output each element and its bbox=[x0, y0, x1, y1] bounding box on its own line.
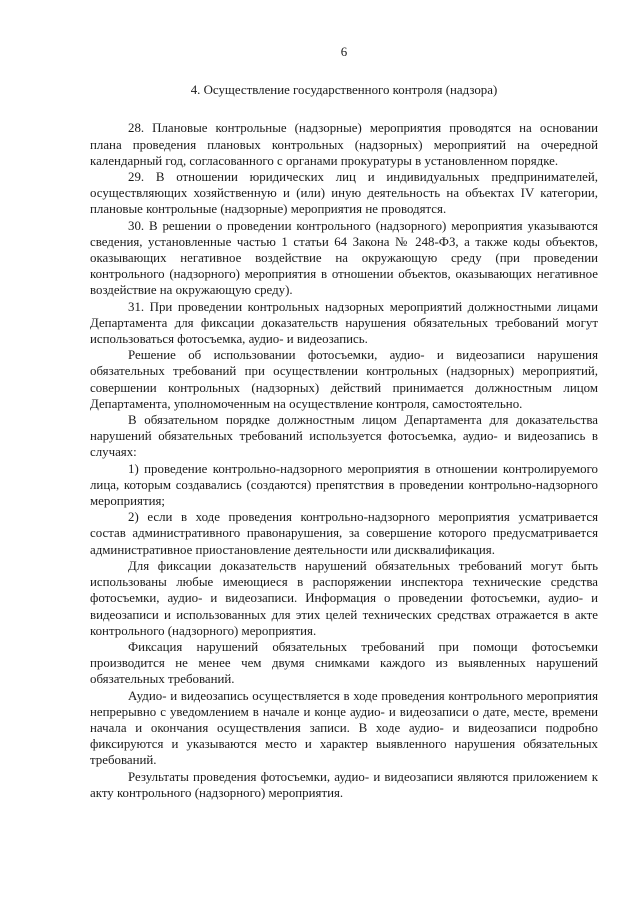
document-page bbox=[90, 44, 598, 801]
paragraph-28: 28. Плановые контрольные (надзорные) мероприятия проводятся на основании плана проведения плановых контрольных (надзорных) мероприятий на очередной календарный год, согласованного с органами прокуратуры в установленном порядке. bbox=[90, 121, 598, 168]
paragraph-results: Результаты проведения фотосъемки, аудио- и видеозаписи являются приложением к акту контрольного (надзорного) мероприятия. bbox=[90, 769, 598, 800]
paragraph-decision: Решение об использовании фотосъемки, аудио- и видеозаписи нарушения обязательных требований при осуществлении контрольных (надзорных) мероприятий, совершении контрольных (надзорных) действий принимается должностным лицом Департамента, уполномоченным на осуществление контроля, самостоятельно. bbox=[90, 348, 598, 411]
list-item-2: 2) если в ходе проведения контрольно-надзорного мероприятия усматривается состав административного правонарушения, за совершение которого предусматривается административное приостановление деятельности или дисквалификация. bbox=[90, 510, 598, 557]
paragraph-technical-means: Для фиксации доказательств нарушений обязательных требований могут быть использованы любые имеющиеся в распоряжении инспектора технические средства фотосъемки, аудио- и видеозаписи. Информация о проведении фотосъемки, аудио- и видеозаписи и использованных для этих целей технических средствах отражается в акте контрольного (надзорного) мероприятия. bbox=[90, 558, 598, 638]
paragraph-30: 30. В решении о проведении контрольного (надзорного) мероприятия указываются сведения, установленные частью 1 статьи 64 Закона № 248-ФЗ, а также коды объектов, оказывающих негативное воздействие на окружающую среду (при проведении контрольного (надзорного) мероприятия в отношении объектов, оказывающих негативное воздействие на окружающую среду). bbox=[90, 218, 598, 298]
section-title: 4. Осуществление государственного контроля (надзора) bbox=[190, 83, 498, 98]
paragraph-photo-fixation: Фиксация нарушений обязательных требований при помощи фотосъемки производится не менее чем двумя снимками каждого из выявленных нарушений обязательных требований. bbox=[90, 639, 598, 687]
paragraph-audio-video: Аудио- и видеозапись осуществляется в ходе проведения контрольного мероприятия непрерывно с уведомлением в начале и конце аудио- и видеозаписи о дате, месте, времени начала и окончания осуществления записи. В ходе аудио- и видеозаписи подробно фиксируются и указываются место и характер выявленного нарушения обязательных требований. bbox=[90, 688, 598, 768]
paragraph-mandatory: В обязательном порядке должностным лицом Департамента для доказательства нарушений обязательных требований используется фотосъемка, аудио- и видеозапись в случаях: bbox=[90, 413, 598, 460]
paragraph-31: 31. При проведении контрольных надзорных мероприятий должностными лицами Департамента для фиксации доказательств нарушения обязательных требований могут использоваться фотосъемка, аудио- и видеозапись. bbox=[90, 299, 598, 347]
list-item-1: 1) проведение контрольно-надзорного мероприятия в отношении контролируемого лица, которым создавались (создаются) препятствия в проведении контрольно-надзорного мероприятия; bbox=[90, 461, 598, 509]
paragraph-29: 29. В отношении юридических лиц и индивидуальных предпринимателей, осуществляющих хозяйственную и (или) иную деятельность на объектах IV категории, плановые контрольные (надзорные) мероприятия не проводятся. bbox=[90, 170, 598, 217]
page-number: 6 bbox=[340, 45, 348, 59]
